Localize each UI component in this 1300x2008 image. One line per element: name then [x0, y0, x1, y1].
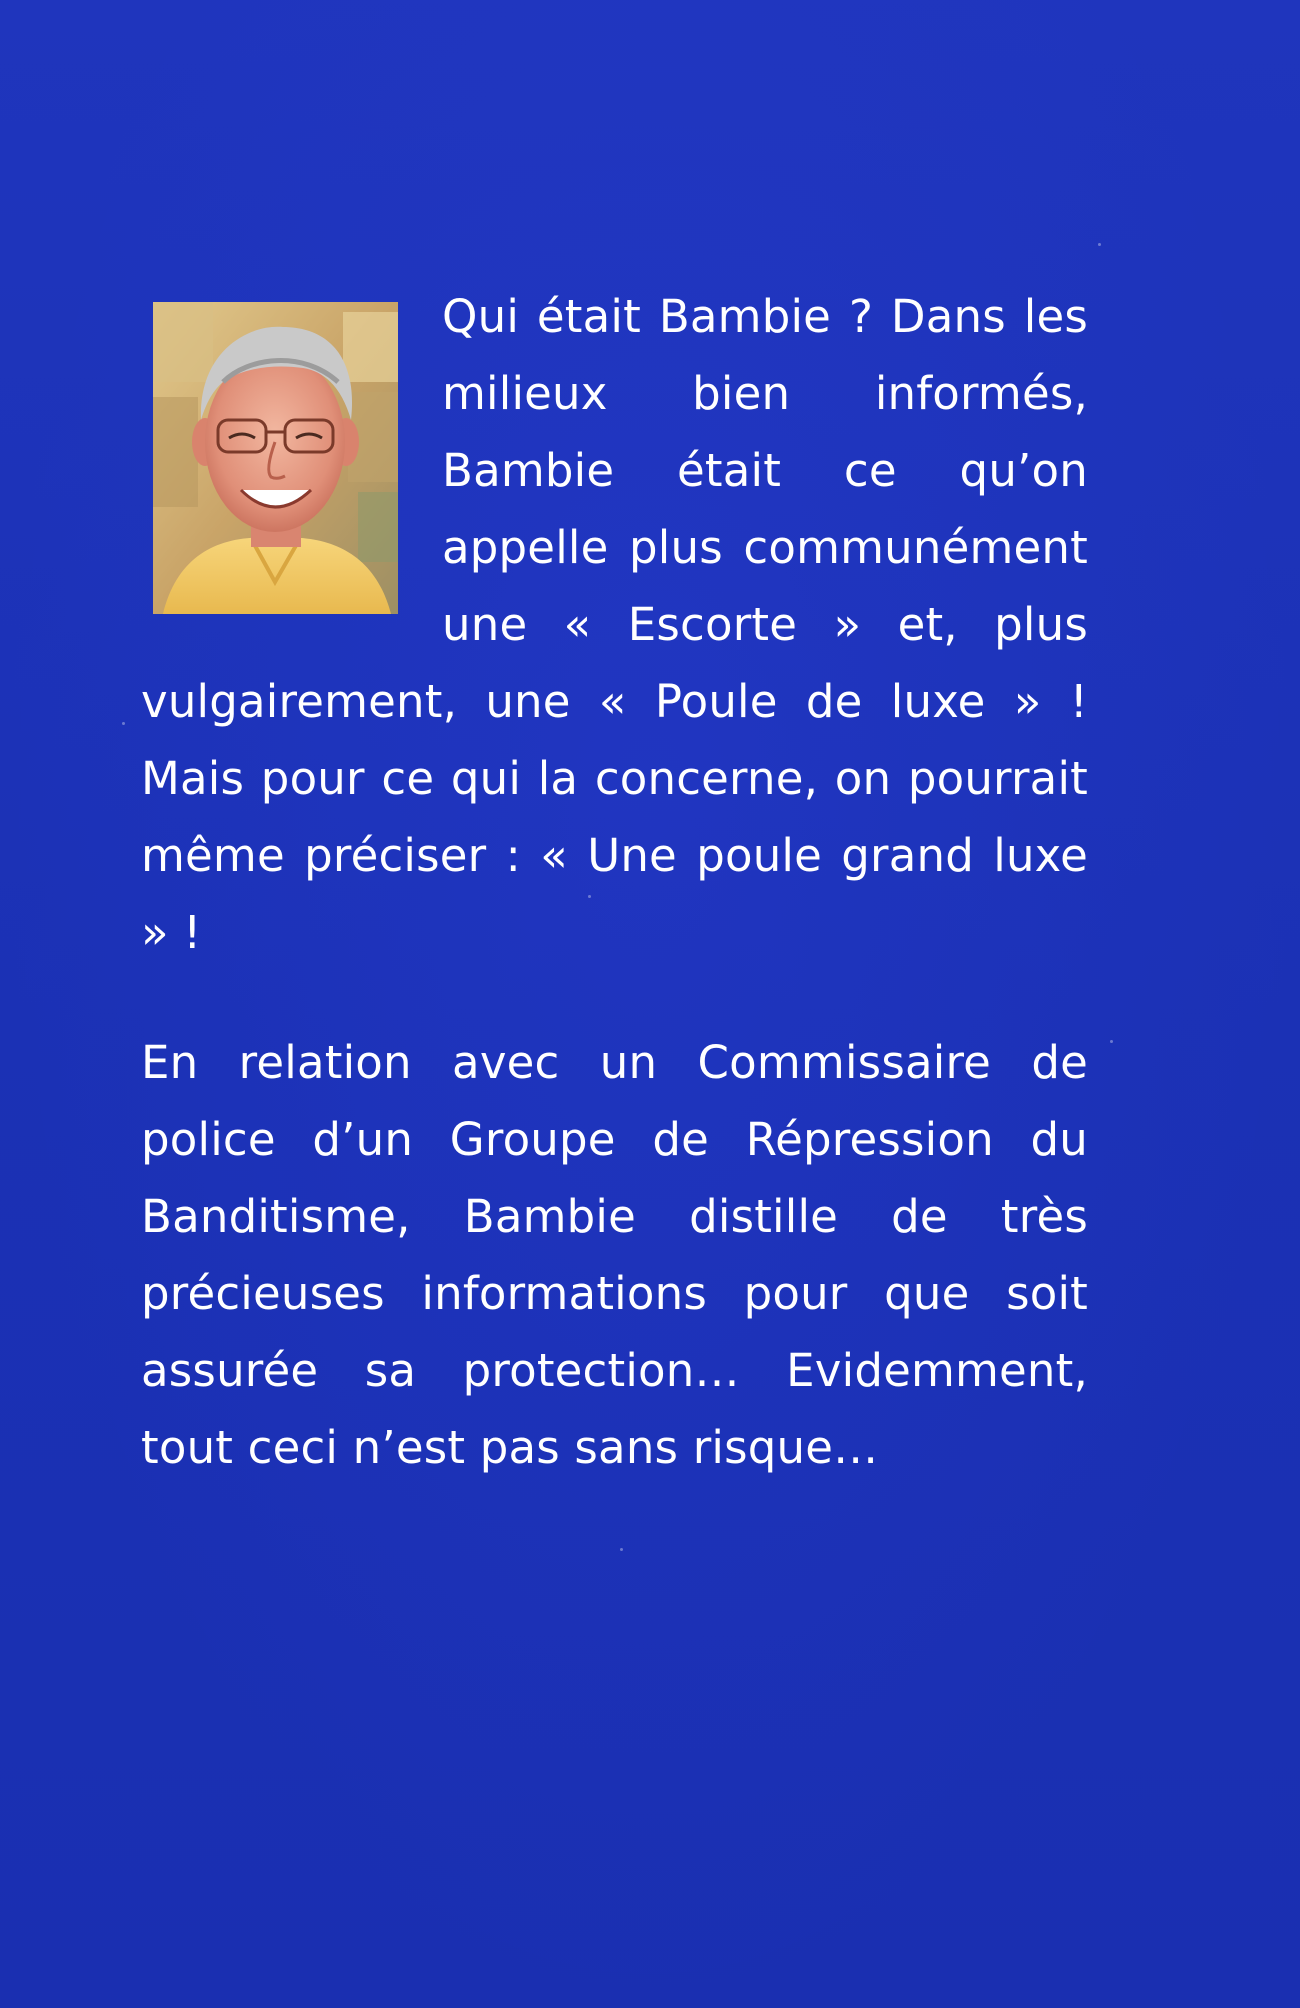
author-portrait-icon — [153, 302, 398, 614]
blurb-paragraph-1: Qui était Bambie ? Dans les milieux bien informés, Bambie était ce qu’on appelle plus communément une « Escorte » et, plus vulgairement, une « Poule de luxe » ! Mais pour ce qui la concerne, on pourrait même préciser : « Une poule grand luxe » ! — [141, 290, 1088, 959]
blurb-paragraph-2: En relation avec un Commissaire de police d’un Groupe de Répression du Banditisme, Bambie distille de très précieuses informations pour que soit assurée sa protection… Evidemment, tout ceci n’est pas sans risque… — [141, 1036, 1088, 1474]
print-speck — [122, 722, 125, 725]
author-photo — [153, 302, 398, 614]
print-speck — [1098, 243, 1101, 246]
print-speck — [1110, 1040, 1113, 1043]
print-speck — [620, 1548, 623, 1551]
blurb-text — [141, 278, 1088, 1486]
